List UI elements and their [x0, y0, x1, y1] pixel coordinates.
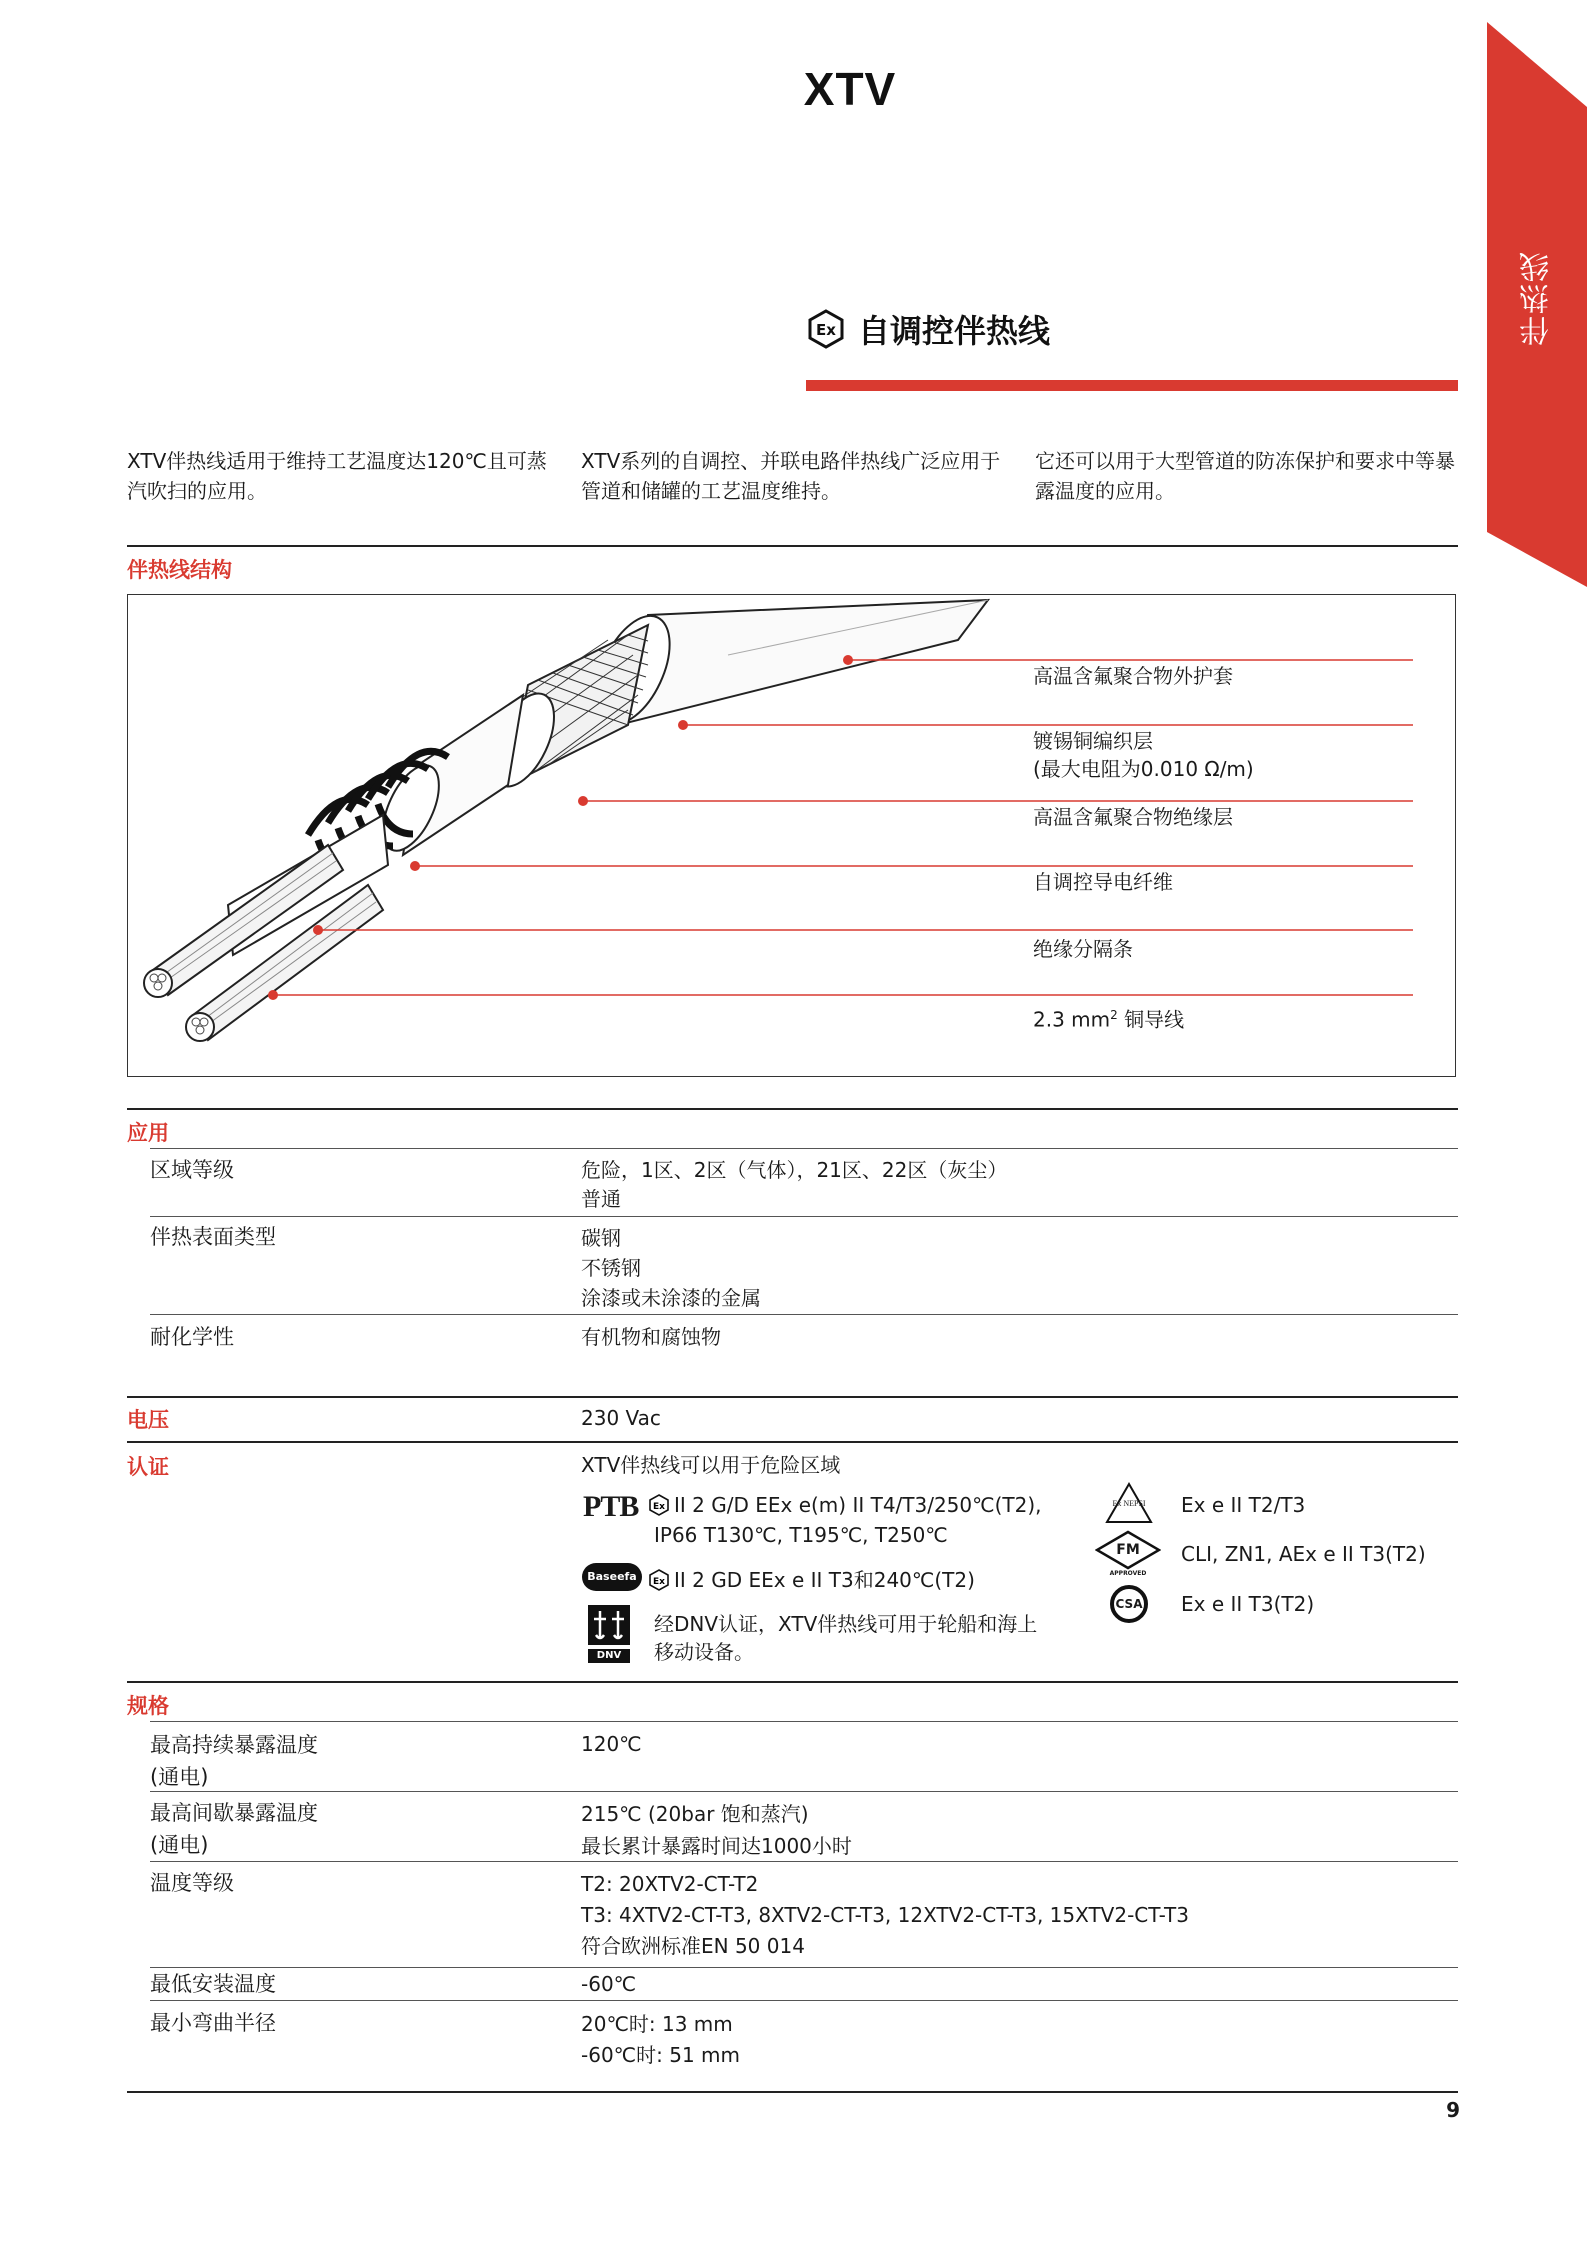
baseefa-logo: Baseefa: [582, 1563, 642, 1591]
baseefa-cert: [648, 1565, 975, 1595]
spec-label-bend-radius: 最小弯曲半径: [150, 2011, 276, 2035]
callout-conductor: [1033, 1001, 1184, 1034]
divider: [127, 1441, 1458, 1443]
label-line: 最高间歇暴露温度: [150, 1801, 318, 1825]
dnv-logo: [588, 1605, 630, 1663]
intro-col-3: 它还可以用于大型管道的防冻保护和要求中等暴露温度的应用。: [1035, 449, 1455, 503]
csa-cert: Ex e II T3(T2): [1181, 1592, 1315, 1616]
conductor-label: 铜导线: [1124, 1007, 1185, 1032]
value-line: 涂漆或未涂漆的金属: [581, 1286, 761, 1310]
divider: [127, 2091, 1458, 2093]
svg-text:Ex: Ex: [653, 1502, 665, 1512]
ex-hexagon-icon: [648, 1569, 670, 1591]
nepsi-cert: Ex e II T2/T3: [1181, 1493, 1306, 1517]
divider: [150, 1791, 1458, 1792]
spec-value-max-intermittent: [581, 1798, 852, 1862]
divider: [150, 1861, 1458, 1862]
value-line: T3: 4XTV2-CT-T3, 8XTV2-CT-T3, 12XTV2-CT-T3, 15XTV2-CT-T3: [581, 1903, 1189, 1927]
cert-line: 移动设备。: [654, 1640, 754, 1664]
divider: [127, 1396, 1458, 1398]
callout-insulation: 高温含氟聚合物绝缘层: [1033, 805, 1233, 829]
application-heading: 应用: [127, 1121, 169, 1145]
callout-outer-jacket: 高温含氟聚合物外护套: [1033, 664, 1233, 688]
voltage-heading: 电压: [127, 1408, 169, 1432]
outer-jacket-illustration: [581, 600, 988, 735]
nepsi-logo-text: Ex NEPSI: [1112, 1499, 1146, 1508]
certification-heading: 认证: [127, 1455, 169, 1479]
spec-label-max-continuous: [150, 1729, 318, 1793]
spec-value-temp-class: [581, 1869, 1189, 1962]
spec-value-bend-radius: [581, 2009, 740, 2071]
value-line: 符合欧洲标准EN 50 014: [581, 1934, 805, 1958]
specs-heading: 规格: [127, 1694, 169, 1718]
ptb-logo: PTB: [583, 1490, 639, 1523]
value-line: 20℃时: 13 mm: [581, 2012, 733, 2036]
divider: [150, 1148, 1458, 1149]
cert-line: 经DNV认证，XTV伴热线可用于轮船和海上: [654, 1612, 1038, 1636]
value-line: 最长累计暴露时间达1000小时: [581, 1834, 852, 1858]
csa-logo-text: CSA: [1115, 1597, 1143, 1611]
spec-label-min-install: 最低安装温度: [150, 1972, 276, 1996]
spec-value-min-install: -60℃: [581, 1972, 637, 1996]
ptb-cert: [648, 1490, 1042, 1550]
nepsi-logo: [1105, 1482, 1153, 1526]
label-line: (通电): [150, 1765, 209, 1789]
cert-line: II 2 G/D EEx e(m) II T4/T3/250℃(T2),: [674, 1493, 1042, 1517]
divider: [150, 1314, 1458, 1315]
callout-braid: 镀锡铜编织层: [1033, 729, 1153, 753]
label-line: (通电): [150, 1833, 209, 1857]
page-number: 9: [1446, 2098, 1460, 2122]
divider: [150, 1216, 1458, 1217]
value-line: T2: 20XTV2-CT-T2: [581, 1872, 759, 1896]
callout-braid-note: (最大电阻为0.010 Ω/m): [1033, 757, 1254, 781]
voltage-value: 230 Vac: [581, 1406, 661, 1430]
fm-logo-text: FM: [1116, 1542, 1140, 1558]
divider: [150, 1721, 1458, 1722]
ex-hexagon-icon: [806, 309, 846, 349]
spec-label-temp-class: 温度等级: [150, 1871, 234, 1895]
row-value-surface: [581, 1223, 761, 1313]
fm-logo: [1095, 1530, 1161, 1584]
dnv-logo-text: DNV: [596, 1650, 622, 1661]
label-line: 最高持续暴露温度: [150, 1733, 318, 1757]
cable-illustration: [128, 595, 1455, 1076]
spec-label-max-intermittent: [150, 1797, 318, 1861]
divider: [150, 1967, 1458, 1968]
csa-logo: [1110, 1585, 1148, 1623]
cert-line: II 2 GD EEx e II T3和240℃(T2): [674, 1568, 975, 1592]
svg-text:Ex: Ex: [653, 1577, 665, 1587]
value-line: 普通: [581, 1187, 621, 1211]
intro-col-2: XTV系列的自调控、并联电路伴热线广泛应用于管道和储罐的工艺温度维持。: [581, 449, 1001, 503]
divider: [127, 1108, 1458, 1110]
fm-cert: CLI, ZN1, AEx e II T3(T2): [1181, 1542, 1426, 1566]
structure-heading: 伴热线结构: [127, 558, 232, 582]
accent-bar: [806, 380, 1458, 391]
row-label-chemical: 耐化学性: [150, 1325, 234, 1349]
value-line: -60℃时: 51 mm: [581, 2043, 740, 2067]
page-title: XTV: [803, 63, 897, 115]
ex-hexagon-icon: [648, 1494, 670, 1516]
cable-diagram: [127, 594, 1456, 1077]
conductor-size: 2.3 mm: [1033, 1007, 1111, 1032]
callout-fiber: 自调控导电纤维: [1033, 870, 1173, 894]
certification-intro: XTV伴热线可以用于危险区域: [581, 1453, 841, 1477]
row-value-zone: [581, 1156, 1007, 1214]
side-tab-label: 伴热线: [1520, 250, 1555, 346]
svg-text:Ex: Ex: [816, 321, 836, 339]
row-label-zone: 区域等级: [150, 1158, 234, 1182]
spec-value-max-continuous: 120℃: [581, 1732, 642, 1756]
dnv-cert: [654, 1610, 1037, 1666]
row-value-chemical: 有机物和腐蚀物: [581, 1325, 721, 1349]
value-line: 危险，1区、2区（气体），21区、22区（灰尘）: [581, 1158, 1008, 1182]
value-line: 不锈钢: [581, 1256, 641, 1280]
conductor-size-exp: 2: [1110, 1008, 1118, 1022]
fm-logo-sub: APPROVED: [1109, 1570, 1147, 1577]
cert-line: IP66 T130℃, T195℃, T250℃: [654, 1523, 948, 1547]
divider: [127, 1681, 1458, 1683]
divider: [150, 2000, 1458, 2001]
callout-separator: 绝缘分隔条: [1033, 937, 1133, 961]
divider: [127, 545, 1458, 547]
value-line: 215℃ (20bar 饱和蒸汽): [581, 1802, 809, 1826]
intro-col-1: XTV伴热线适用于维持工艺温度达120℃且可蒸汽吹扫的应用。: [127, 449, 547, 503]
value-line: 碳钢: [581, 1226, 621, 1250]
section-subtitle: [806, 306, 1050, 352]
row-label-surface: 伴热表面类型: [150, 1225, 276, 1249]
subtitle-text: 自调控伴热线: [858, 312, 1051, 350]
